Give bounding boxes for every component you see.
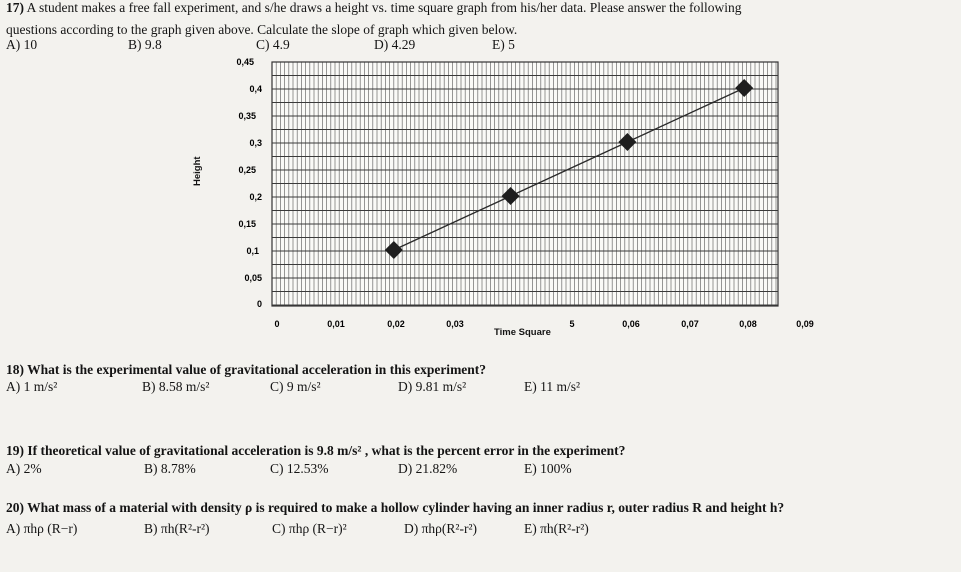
q17-text-line2: questions according to the graph given above. Calculate the slope of graph which given below. bbox=[6, 22, 518, 37]
y-tick-label: 0,35 bbox=[238, 111, 256, 121]
y-tick-label: 0,15 bbox=[238, 219, 256, 229]
q17-stem-line1: A student makes a free fall experiment, and s/he draws a height vs. time square graph from his/her data. Please answer the following bbox=[26, 0, 742, 15]
x-tick-label: 0,08 bbox=[739, 319, 757, 329]
x-tick-label: 0,03 bbox=[446, 319, 464, 329]
q20-option-e[interactable]: E) πh(R²-r²) bbox=[524, 521, 589, 536]
x-tick-label: 0,06 bbox=[622, 319, 640, 329]
y-tick-label: 0,05 bbox=[244, 273, 262, 283]
q19-option-d[interactable]: D) 21.82% bbox=[398, 461, 458, 476]
q18-text: 18) What is the experimental value of gravitational acceleration in this experiment? bbox=[6, 362, 487, 377]
y-tick-label: 0,45 bbox=[236, 57, 254, 67]
chart-grid bbox=[272, 62, 778, 306]
y-tick-label: 0,25 bbox=[238, 165, 256, 175]
x-tick-label: 0 bbox=[274, 319, 280, 329]
y-tick-label: 0,3 bbox=[249, 138, 262, 148]
y-tick-label: 0,4 bbox=[249, 84, 262, 94]
x-tick-label: 0,09 bbox=[796, 319, 814, 329]
q20-option-c[interactable]: C) πhρ (R−r)² bbox=[272, 521, 347, 536]
y-tick-label: 0,2 bbox=[249, 192, 262, 202]
x-tick-label: 0,02 bbox=[387, 319, 405, 329]
q17-option-c[interactable]: C) 4.9 bbox=[256, 37, 290, 52]
x-axis-title: Time Square bbox=[494, 327, 551, 338]
q20-option-b[interactable]: B) πh(R²-r²) bbox=[144, 521, 210, 536]
q19-option-c[interactable]: C) 12.53% bbox=[270, 461, 329, 476]
q17-option-a[interactable]: A) 10 bbox=[6, 37, 38, 52]
x-tick-label: 0,07 bbox=[681, 319, 699, 329]
y-axis-title: Height bbox=[192, 156, 203, 186]
q19-option-e[interactable]: E) 100% bbox=[524, 461, 572, 476]
y-tick-label: 0,1 bbox=[246, 246, 259, 256]
q17-option-b[interactable]: B) 9.8 bbox=[128, 37, 162, 52]
q19-option-a[interactable]: A) 2% bbox=[6, 461, 42, 476]
x-tick-label: 0,01 bbox=[327, 319, 345, 329]
q18-option-e[interactable]: E) 11 m/s² bbox=[524, 379, 581, 394]
q18-option-d[interactable]: D) 9.81 m/s² bbox=[398, 379, 467, 394]
y-tick-label: 0 bbox=[256, 299, 262, 309]
q18-option-c[interactable]: C) 9 m/s² bbox=[270, 379, 321, 394]
q19-option-b[interactable]: B) 8.78% bbox=[144, 461, 196, 476]
q17-number: 17) bbox=[6, 0, 24, 15]
q20-text: 20) What mass of a material with density ρ is required to make a hollow cylinder having an inner radius r, outer radius R and height h? bbox=[6, 500, 785, 515]
q20-option-d[interactable]: D) πhρ(R²-r²) bbox=[404, 521, 478, 536]
q18-option-b[interactable]: B) 8.58 m/s² bbox=[142, 379, 210, 394]
x-tick-label: 5 bbox=[569, 319, 575, 329]
q17-option-d[interactable]: D) 4.29 bbox=[374, 37, 416, 52]
q20-option-a[interactable]: A) πhρ (R−r) bbox=[6, 521, 78, 536]
q17-option-e[interactable]: E) 5 bbox=[492, 37, 515, 52]
q18-option-a[interactable]: A) 1 m/s² bbox=[6, 379, 58, 394]
q19-text: 19) If theoretical value of gravitational acceleration is 9.8 m/s² , what is the percent error in the experiment? bbox=[6, 443, 626, 458]
